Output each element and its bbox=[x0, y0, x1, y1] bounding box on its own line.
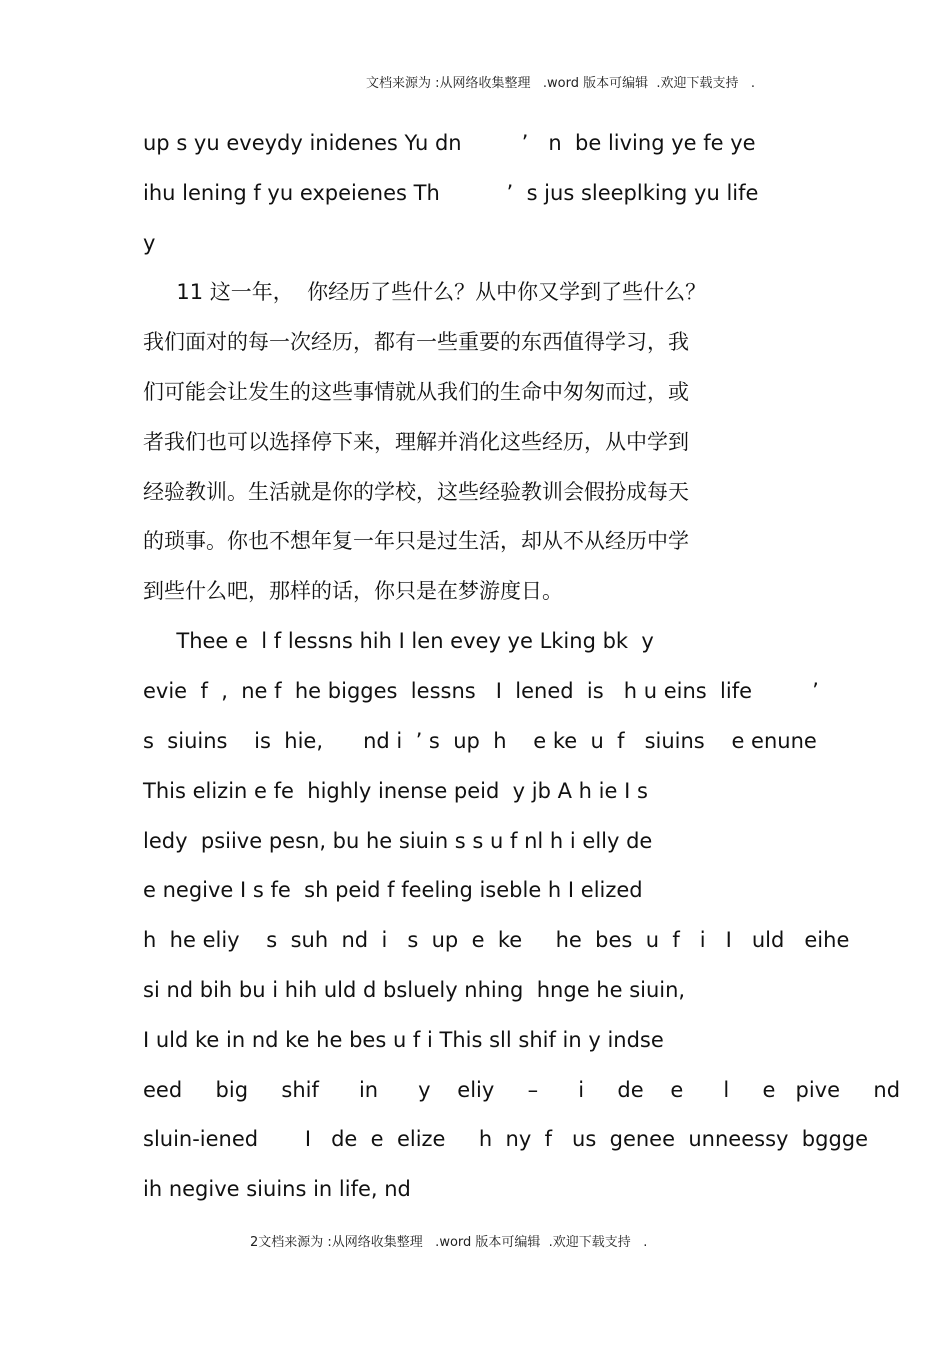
text-line: s siuins is hie, nd i ’ s up h e ke u f siuins e enune bbox=[143, 729, 817, 753]
text-line: h he eliy s suh nd i s up e ke he bes u f i I uld eihe bbox=[143, 928, 850, 952]
text-line: This elizin e fe highly inense peid y jb A h ie I s bbox=[143, 779, 648, 803]
text-line: 我们面对的每一次经历，都有一些重要的东西值得学习，我 bbox=[143, 330, 689, 354]
text-line: y bbox=[143, 231, 156, 255]
text-line: si nd bih bu i hih uld d bsluely nhing hnge he siuin, bbox=[143, 978, 686, 1002]
text-line: sluin-iened I de e elize h ny f us genee unneessy bggge bbox=[143, 1127, 869, 1151]
text-line: ledy psiive pesn, bu he siuin s s u f nl h i elly de bbox=[143, 829, 653, 853]
text-line: 们可能会让发生的这些事情就从我们的生命中匆匆而过，或 bbox=[143, 380, 689, 404]
text-line: ihu lening f yu expeienes Th ’ s jus sleeplking yu life bbox=[143, 181, 759, 205]
text-line: 经验教训。生活就是你的学校，这些经验教训会假扮成每天 bbox=[143, 480, 689, 504]
text-line: Thee e l f lessns hih I len evey ye Lking bk y bbox=[143, 629, 654, 653]
page-footer: 2文档来源为 :从网络收集整理 .word 版本可编辑 .欢迎下载支持 . bbox=[250, 1235, 648, 1250]
text-line: evie f , ne f he bigges lessns I lened is h u eins life ’ bbox=[143, 679, 819, 703]
text-line: up s yu eveydy inidenes Yu dn ’ n be living ye fe ye bbox=[143, 131, 756, 155]
text-line: e negive I s fe sh peid f feeling iseble h I elized bbox=[143, 878, 643, 902]
text-line: 11 这一年， 你经历了些什么？从中你又学到了些什么？ bbox=[143, 280, 707, 304]
page-header: 文档来源为 :从网络收集整理 .word 版本可编辑 .欢迎下载支持 . bbox=[366, 76, 756, 91]
text-line: 到些什么吧，那样的话，你只是在梦游度日。 bbox=[143, 579, 563, 603]
text-line: I uld ke in nd ke he bes u f i This sll shif in y indse bbox=[143, 1028, 664, 1052]
text-line: 者我们也可以选择停下来，理解并消化这些经历，从中学到 bbox=[143, 430, 689, 454]
text-line: eed big shif in y eliy – i de e l e pive nd bbox=[143, 1078, 901, 1102]
text-line: ih negive siuins in life, nd bbox=[143, 1177, 411, 1201]
text-line: 的琐事。你也不想年复一年只是过生活，却从不从经历中学 bbox=[143, 529, 689, 553]
